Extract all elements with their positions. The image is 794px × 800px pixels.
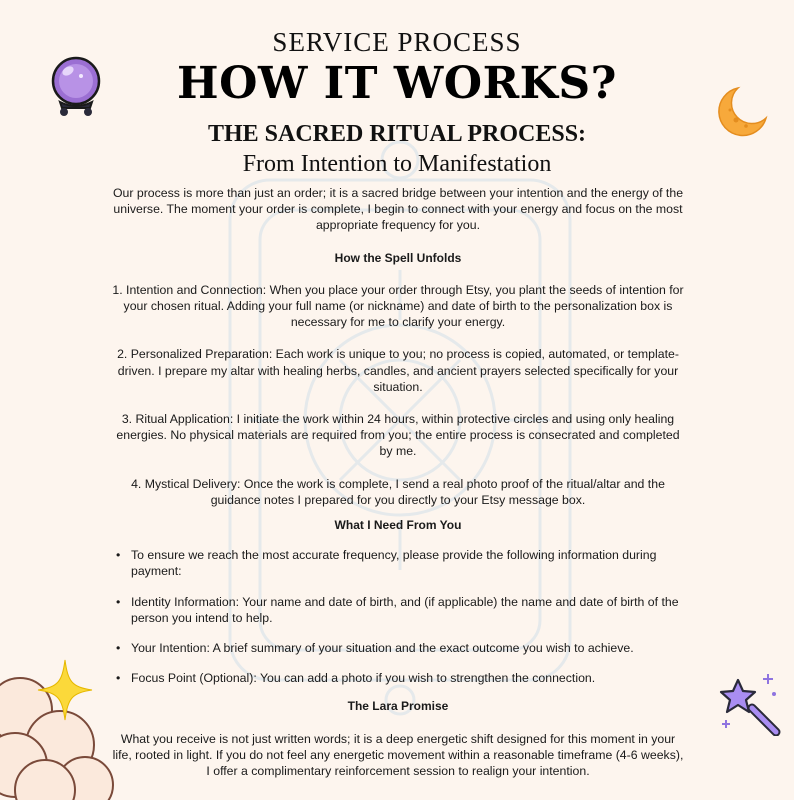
intro-paragraph: Our process is more than just an order; it is a sacred bridge between your intention and the energy of the universe. The moment your order is complete, I begin to connect with your energy and focus on the most appropriate frequency for you.	[112, 186, 684, 233]
page-title: HOW IT WORKS?	[177, 58, 617, 109]
page-kicker: SERVICE PROCESS	[272, 27, 522, 57]
process-step: 3. Ritual Application: I initiate the work within 24 hours, within protective circles and using only healing energies. No physical materials are required from you; the entire process is consecrated and completed by me.	[116, 412, 680, 459]
process-step: 1. Intention and Connection: When you place your order through Etsy, you plant the seeds of intention for your chosen ritual. Adding your full name (or nickname) and date of birth to the personalization box is necessary for me to clarify your energy.	[112, 282, 684, 330]
list-spacer	[110, 580, 686, 594]
process-step: 4. Mystical Delivery: Once the work is complete, I send a real photo proof of the ritual/altar and the guidance notes I prepared for you directly to your Etsy message box.	[131, 476, 665, 507]
list-item: • Focus Point (Optional): You can add a photo if you wish to strengthen the connection.	[110, 670, 686, 686]
needs-list	[110, 547, 686, 686]
magic-wand-icon	[718, 670, 782, 736]
needs-heading: What I Need From You	[334, 518, 462, 533]
process-heading: How the Spell Unfolds	[334, 250, 462, 265]
list-item: • Identity Information: Your name and date of birth, and (if applicable) the name and date of birth of the person you intend to help.	[110, 594, 686, 626]
list-spacer	[110, 626, 686, 640]
sparkle-star-icon	[36, 658, 94, 722]
list-spacer	[110, 656, 686, 670]
section-subtitle: THE SACRED RITUAL PROCESS:	[207, 121, 587, 147]
promise-paragraph: What you receive is not just written words; it is a deep energetic shift designed for this moment in your life, rooted in light. If you do not feel any energetic movement within a reasonable timeframe (4-6 weeks), I offer a complimentary reinforcement session to realign your intention.	[112, 731, 684, 779]
promise-heading: The Lara Promise	[347, 699, 449, 714]
process-step: 2. Personalized Preparation: Each work is unique to you; no process is copied, automated, or template-driven. I prepare my altar with healing herbs, candles, and ancient prayers selected specifically for your situation.	[117, 347, 679, 394]
section-tagline: From Intention to Manifestation	[242, 151, 552, 177]
list-item: • Your Intention: A brief summary of your situation and the exact outcome you wish to achieve.	[110, 640, 686, 656]
list-item: • To ensure we reach the most accurate frequency, please provide the following information during payment:	[110, 547, 686, 579]
body-text	[110, 185, 686, 779]
